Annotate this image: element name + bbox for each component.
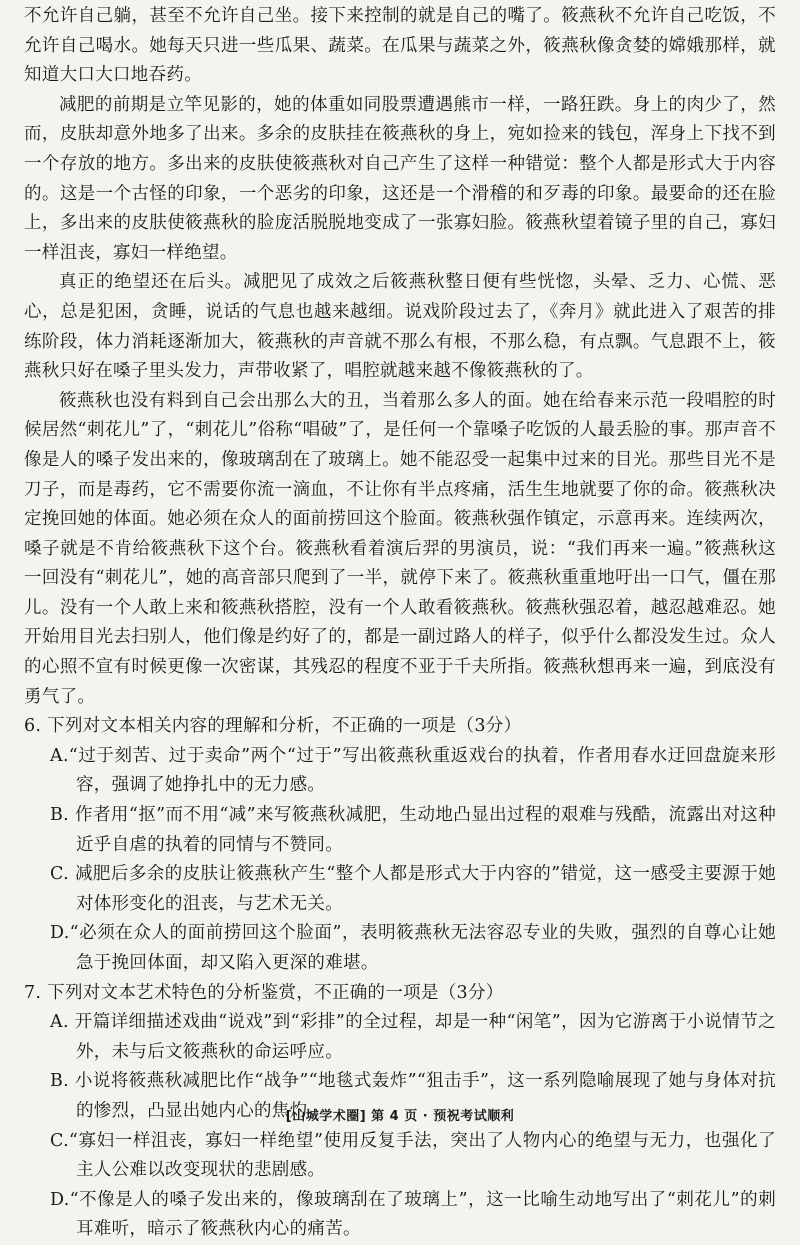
- question-7-stem: 7. 下列对文本艺术特色的分析鉴赏，不正确的一项是（3分）: [24, 982, 504, 1003]
- question-7-option-a: A. 开篇详细描述戏曲“说戏”到“彩排”的全过程，却是一种“闲笔”，因为它游离于小说情节之外，未与后文筱燕秋的命运呼应。: [50, 1012, 776, 1062]
- question-6-option-c: C. 减肥后多余的皮肤让筱燕秋产生“整个人都是形式大于内容的”错觉，这一感受主要源于她对体形变化的沮丧，与艺术无关。: [50, 864, 776, 914]
- passage-paragraph-3: 真正的绝望还在后头。减肥见了成效之后筱燕秋整日便有些恍惚，头晕、乏力、心慌、恶心，总是犯困，贪睡，说话的气息也越来越细。说戏阶段过去了，《奔月》就此进入了艰苦的排练阶段，体力消耗逐渐加大，筱燕秋的声音就不那么有根，不那么稳，有点飘。气息跟不上，筱燕秋只好在嗓子里头发力，声带收紧了，唱腔就越来越不像筱燕秋的了。: [24, 272, 776, 382]
- passage-paragraph-1: 不允许自己躺，甚至不允许自己坐。接下来控制的就是自己的嘴了。筱燕秋不允许自己吃饭，不允许自己喝水。她每天只进一些瓜果、蔬菜。在瓜果与蔬菜之外，筱燕秋像贪婪的嫦娥那样，就知道大口大口地吞药。: [24, 6, 776, 86]
- question-6-stem: 6. 下列对文本相关内容的理解和分析，不正确的一项是（3分）: [24, 716, 522, 737]
- question-7-option-c: C.“寡妇一样沮丧，寡妇一样绝望”使用反复手法，突出了人物内心的绝望与无力，也强化了主人公难以改变现状的悲剧感。: [50, 1130, 776, 1181]
- passage-paragraph-4: 筱燕秋也没有料到自己会出那么大的丑，当着那么多人的面。她在给春来示范一段唱腔的时候居然“刺花儿”了，“刺花儿”俗称“唱破”了，是任何一个靠嗓子吃饭的人最丢脸的事。那声音不像是人的嗓子发出来的，像玻璃刮在了玻璃上。她不能忍受一起集中过来的目光。那些目光不是刀子，而是毒药，它不需要你流一滴血，不让你有半点疼痛，活生生地就要了你的命。筱燕秋决定挽回她的体面。她必须在众人的面前捞回这个脸面。筱燕秋强作镇定，示意再来。连续两次，嗓子就是不肯给筱燕秋下这个台。筱燕秋看着演后羿的男演员，说：“我们再来一遍。”筱燕秋这一回没有“刺花儿”，她的高音部只爬到了一半，就停下来了。筱燕秋重重地吁出一口气，僵在那儿。没有一个人敢上来和筱燕秋搭腔，没有一个人敢看筱燕秋。筱燕秋强忍着，越忍越难忍。她开始用目光去扫别人，他们像是约好了的，都是一副过路人的样子，似乎什么都没发生过。众人的心照不宣有时候更像一次密谋，其残忍的程度不亚于千夫所指。筱燕秋想再来一遍，到底没有勇气了。: [24, 390, 776, 707]
- question-6-option-a: A.“过于刻苦、过于卖命”两个“过于”写出筱燕秋重返戏台的执着，作者用春水迂回盘旋来形容，强调了她挣扎中的无力感。: [50, 745, 776, 796]
- question-6: [24, 712, 776, 978]
- question-6-option-d: D.“必须在众人的面前捞回这个脸面”，表明筱燕秋无法容忍专业的失败，强烈的自尊心让她急于挽回体面，却又陷入更深的难堪。: [50, 923, 776, 973]
- question-7-option-b: B. 小说将筱燕秋减肥比作“战争”“地毯式轰炸”“狙击手”，这一系列隐喻展现了她与身体对抗的惨烈，凸显出她内心的焦灼。: [50, 1071, 776, 1121]
- question-6-option-b: B. 作者用“抠”而不用“减”来写筱燕秋减肥，生动地凸显出过程的艰难与残酷，流露出对这种近乎自虐的执着的同情与不赞同。: [50, 805, 776, 855]
- page-footer: [山城学术圈] 第 4 页 · 预祝考试顺利: [285, 1109, 515, 1124]
- question-7-option-d: D.“不像是人的嗓子发出来的，像玻璃刮在了玻璃上”，这一比喻生动地写出了“刺花儿”的刺耳难听，暗示了筱燕秋内心的痛苦。: [50, 1189, 776, 1240]
- passage-paragraph-2: 减肥的前期是立竿见影的，她的体重如同股票遭遇熊市一样，一路狂跌。身上的肉少了，然而，皮肤却意外地多了出来。多余的皮肤挂在筱燕秋的身上，宛如捡来的钱包，浑身上下找不到一个存放的地方。多出来的皮肤使筱燕秋对自己产生了这样一种错觉：整个人都是形式大于内容的。这是一个古怪的印象，一个恶劣的印象，这还是一个滑稽的和歹毒的印象。最要命的还在脸上，多出来的皮肤使筱燕秋的脸庞活脱脱地变成了一张寡妇脸。筱燕秋望着镜子里的自己，寡妇一样沮丧，寡妇一样绝望。: [24, 94, 776, 263]
- reading-passage: [24, 2, 776, 712]
